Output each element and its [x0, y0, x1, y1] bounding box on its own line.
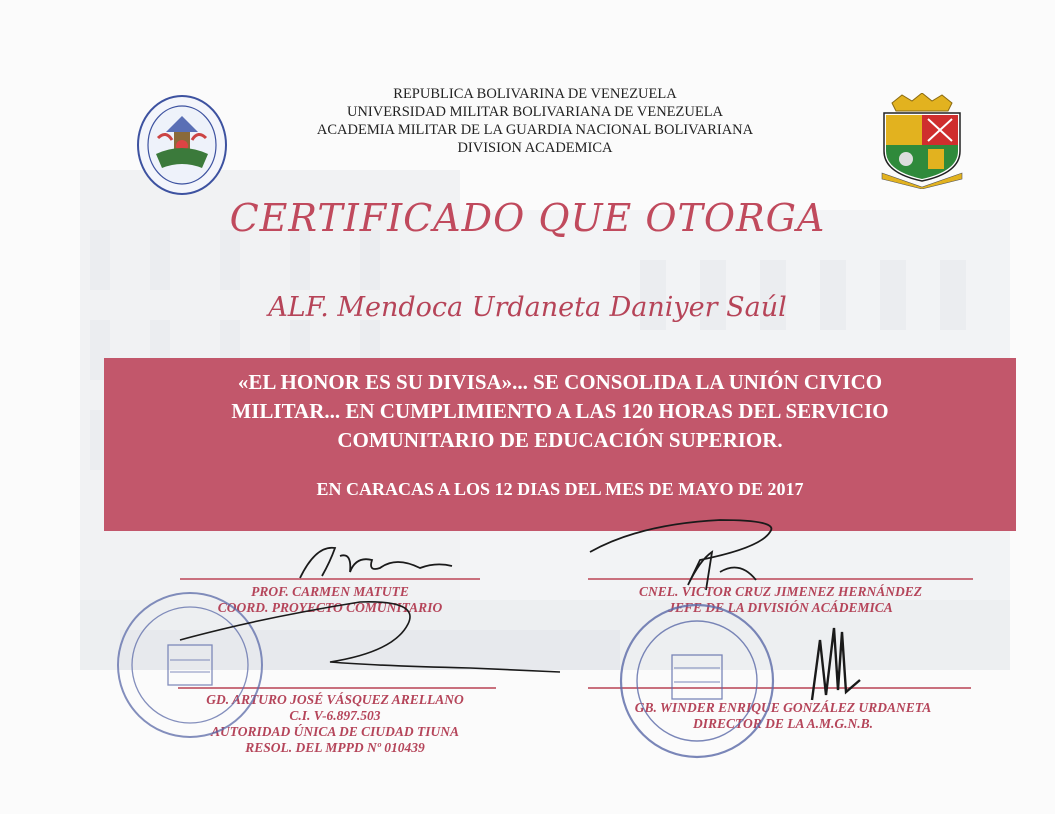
signatory-name: GD. ARTURO JOSÉ VÁSQUEZ ARELLANO [206, 692, 464, 707]
signatory-top-right [588, 584, 973, 616]
citation-text [104, 368, 1016, 455]
certificate-title: CERTIFICADO QUE OTORGA [229, 196, 826, 240]
issue-date: EN CARACAS A LOS 12 DIAS DEL MES DE MAYO DE 2017 [316, 479, 804, 499]
signatory-bottom-right [588, 700, 978, 732]
header-line: ACADEMIA MILITAR DE LA GUARDIA NACIONAL BOLIVARIANA [316, 122, 754, 138]
signatory-name: CNEL. VICTOR CRUZ JIMENEZ HERNÁNDEZ [639, 584, 922, 599]
citation-line: COMUNITARIO DE EDUCACIÓN SUPERIOR. [337, 428, 783, 452]
signatory-bottom-left [170, 692, 500, 756]
header-line: REPUBLICA BOLIVARINA DE VENEZUELA [393, 86, 677, 102]
signatory-top-left [180, 584, 480, 616]
signature-line-bottom-right [588, 687, 971, 689]
citation-line: «EL HONOR ES SU DIVISA»... SE CONSOLIDA LA UNIÓN CIVICO [237, 370, 883, 394]
university-seal-icon [136, 94, 228, 196]
signatory-name: PROF. CARMEN MATUTE [251, 584, 409, 599]
guard-coat-of-arms-icon [878, 93, 966, 189]
signatory-role: AUTORIDAD ÚNICA DE CIUDAD TIUNA [210, 724, 460, 739]
signatory-id: C.I. V-6.897.503 [289, 708, 381, 723]
institution-header [250, 85, 820, 157]
signatory-name: GB. WINDER ENRIQUE GONZÁLEZ URDANETA [634, 700, 932, 715]
recipient-name: ALF. Mendoca Urdaneta Daniyer Saúl [268, 292, 787, 323]
header-line: DIVISION ACADEMICA [457, 140, 613, 156]
signatory-role: DIRECTOR DE LA A.M.G.N.B. [692, 716, 874, 731]
signature-line-top-left [180, 578, 480, 580]
signatory-role: JEFE DE LA DIVISIÓN ACÁDEMICA [668, 600, 893, 615]
header-line: UNIVERSIDAD MILITAR BOLIVARIANA DE VENEZUELA [346, 104, 724, 120]
signatory-role: COORD. PROYECTO COMUNITARIO [217, 600, 443, 615]
citation-line: MILITAR... EN CUMPLIMIENTO A LAS 120 HORAS DEL SERVICIO [231, 399, 889, 423]
signatory-resolution: RESOL. DEL MPPD Nº 010439 [245, 740, 425, 755]
citation-banner [104, 358, 1016, 531]
signature-line-bottom-left [178, 687, 496, 689]
signature-line-top-right [588, 578, 973, 580]
